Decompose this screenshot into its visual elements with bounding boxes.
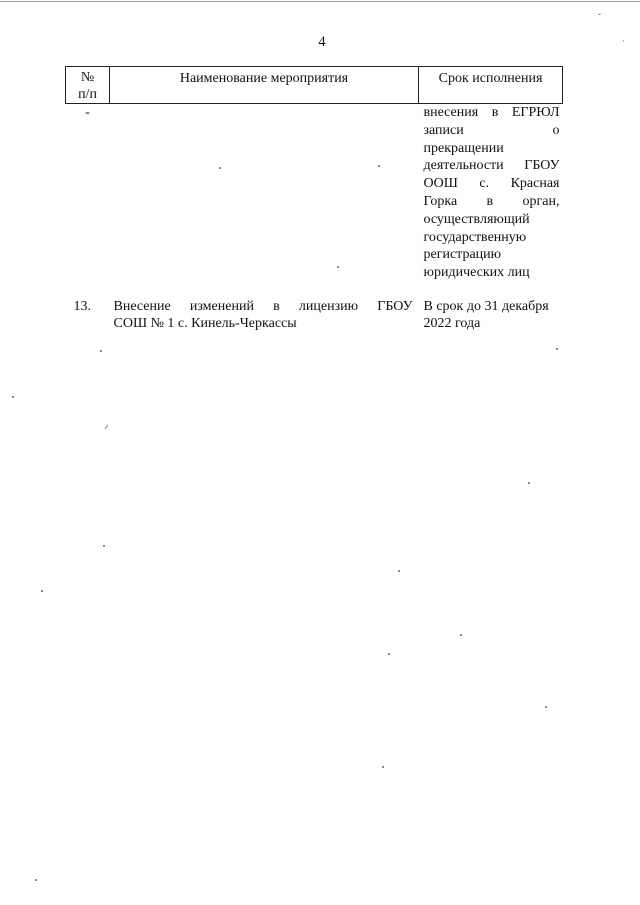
continuation-number-cell — [66, 104, 110, 293]
scan-speck: ˇ — [598, 12, 601, 22]
table-row-continuation — [66, 104, 563, 293]
scan-speck — [382, 766, 384, 768]
text-word: с. — [479, 176, 490, 192]
text-line — [424, 298, 560, 315]
text-word: прекращении — [423, 140, 504, 156]
text-line — [114, 298, 413, 315]
scan-speck — [388, 653, 390, 655]
scan-speck — [398, 570, 400, 572]
text-word: ГБОУ — [524, 158, 560, 174]
text-line — [424, 229, 560, 247]
continuation-name-cell — [110, 104, 419, 293]
page-number: 4 — [318, 34, 326, 50]
scan-speck — [104, 424, 108, 429]
row-13-deadline-text — [424, 298, 560, 332]
text-word: ГБОУ — [377, 299, 413, 314]
table-header-row — [66, 67, 563, 104]
header-number-line-1: № — [80, 70, 95, 85]
text-word: 2022 года — [423, 316, 481, 331]
text-word: в — [273, 299, 280, 314]
text-line — [424, 246, 560, 264]
text-word: о — [552, 122, 560, 138]
text-word: осуществляющий — [423, 211, 530, 227]
scan-top-edge — [0, 1, 640, 2]
text-line — [424, 193, 560, 211]
scan-speck — [12, 396, 14, 398]
header-number-line-2: п/п — [78, 87, 97, 102]
text-word: орган, — [522, 193, 560, 209]
scan-speck — [100, 350, 102, 352]
scan-speck — [35, 879, 37, 881]
row-13-activity-text — [114, 298, 413, 332]
table-row-13 — [66, 292, 563, 332]
text-word: Внесение — [113, 299, 171, 314]
header-number — [66, 67, 110, 104]
text-word: юридических лиц — [423, 265, 530, 281]
text-word: Красная — [510, 176, 560, 192]
continuation-dash: - — [85, 105, 90, 120]
header-deadline: Срок исполнения — [419, 67, 563, 104]
action-plan-table — [65, 66, 563, 332]
text-line — [424, 211, 560, 229]
scan-speck — [41, 590, 43, 592]
row-13-deadline-cell — [419, 292, 563, 332]
text-word: В срок до 31 декабря — [423, 299, 549, 314]
text-word: деятельности — [423, 158, 504, 174]
scan-speck — [219, 167, 221, 169]
text-word: изменений — [189, 299, 254, 314]
text-word: Горка — [423, 193, 458, 209]
scan-speck — [556, 348, 558, 350]
continuation-deadline-cell — [419, 104, 563, 293]
scan-speck — [103, 545, 105, 547]
text-line — [424, 315, 560, 332]
text-word: в — [486, 193, 494, 209]
text-line — [424, 264, 560, 282]
text-word: ЕГРЮЛ — [511, 105, 560, 120]
header-activity-name: Наименование мероприятия — [110, 67, 419, 104]
text-word: внесения — [423, 105, 479, 120]
scan-speck — [378, 165, 380, 167]
row-13-number: 13. — [73, 299, 91, 314]
scan-speck — [528, 482, 530, 484]
scan-speck — [545, 706, 547, 708]
text-line — [424, 104, 560, 122]
text-word: записи — [423, 122, 464, 138]
scan-speck: · — [622, 36, 625, 46]
scan-speck — [337, 266, 339, 268]
text-line — [114, 315, 413, 332]
text-line — [424, 140, 560, 158]
text-word: государственную — [423, 229, 527, 245]
text-line — [424, 122, 560, 140]
text-line — [424, 175, 560, 193]
text-word: регистрацию — [423, 247, 502, 263]
scan-speck — [460, 634, 462, 636]
text-word: лицензию — [298, 299, 359, 314]
text-word: ООШ — [423, 176, 458, 192]
text-line — [424, 157, 560, 175]
row-13-activity-cell — [110, 292, 419, 332]
continuation-deadline-text — [424, 104, 560, 282]
text-word: в — [491, 105, 499, 120]
text-word: СОШ № 1 с. Кинель-Черкассы — [113, 316, 297, 331]
